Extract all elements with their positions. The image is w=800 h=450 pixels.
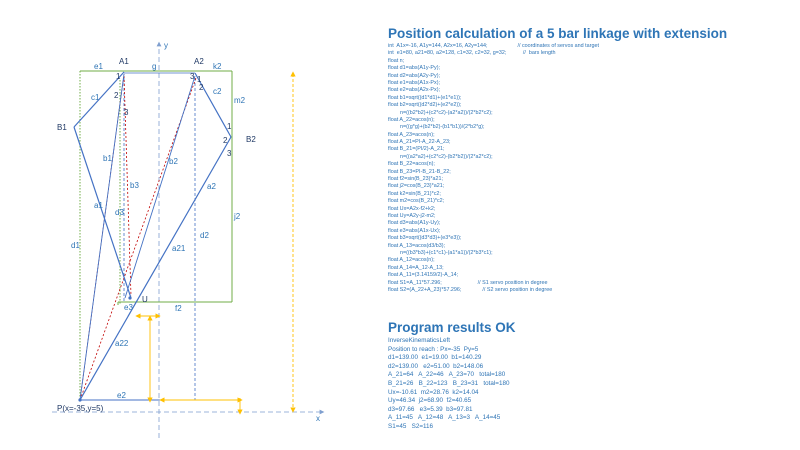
p-point-label: P(x=-35,y=5) [57, 404, 104, 413]
a2-link [80, 137, 231, 400]
b2-helper-line [80, 78, 196, 400]
code-line: float B_23=PI-B_21-B_22; [388, 168, 451, 175]
a22-label: a22 [115, 339, 129, 348]
b1-label: b1 [103, 154, 112, 163]
angle-a1-1: 1 [116, 72, 121, 81]
code-line: float b1=sqrt((d1*d1)+(e1*e1)); [388, 94, 462, 101]
p-point-dot [78, 398, 81, 401]
code-line: int A1x=-16, A1y=144, A2x=16, A2y=144; // coordinates of servos and target [388, 43, 599, 49]
code-line: float n; [388, 57, 405, 64]
code-line: n=((b2*b2)+(c2*c2)-(a2*a2))/(2*b2*c2); [388, 109, 493, 116]
code-line: float B_22=acos(n); [388, 161, 435, 168]
a2-label: a2 [207, 182, 216, 191]
code-line: float d1=abs(A1y-Py); [388, 65, 440, 72]
x-axis-label: x [316, 414, 320, 423]
results-listing [388, 337, 793, 432]
e2-label: e2 [117, 391, 126, 400]
linkage-diagram [0, 0, 370, 450]
b2-joint-label: B2 [246, 135, 256, 144]
code-line: float d2=abs(A2y-Py); [388, 72, 440, 79]
d1-label: d1 [71, 241, 80, 250]
f2-label: f2 [175, 304, 182, 313]
code-line: float e3=abs(A1x-Ux); [388, 227, 441, 234]
e3-label: e3 [124, 303, 133, 312]
a1-label: a1 [94, 201, 103, 210]
angle-a2-2: 2 [199, 83, 204, 92]
j2-label: j2 [234, 212, 241, 221]
b3-label: b3 [130, 181, 139, 190]
result-line: InverseKinematicsLeft [388, 337, 450, 344]
angle-b2-2: 2 [223, 136, 228, 145]
angle-a2-3: 3 [190, 72, 195, 81]
code-line: float A_21=PI-A_22-A_23; [388, 139, 451, 146]
u-point-label: U [142, 295, 148, 304]
code-line: float B_21=(PI/2)-A_21; [388, 146, 445, 153]
a1-joint-label: A1 [119, 57, 129, 66]
code-line: float A_14=A_12-A_13; [388, 264, 444, 271]
result-line: Uy=46.34 j2=68.90 f2=40.65 [388, 397, 472, 405]
code-line: float f2=sin(B_23)*a21; [388, 176, 443, 183]
a21-label: a21 [172, 244, 186, 253]
code-line: float e2=abs(A2x-Px); [388, 87, 440, 94]
code-line: float A_22=acos(n); [388, 116, 435, 123]
angle-b2-1: 1 [227, 122, 232, 131]
angle-a1-3: 3 [124, 108, 129, 117]
m2-label: m2 [234, 96, 246, 105]
angle-b2-3: 3 [227, 149, 232, 158]
code-line: int e1=80, a21=80, a2=128, c1=32, c2=32, g=32; // bars length [388, 50, 556, 57]
code-line: n=((a2*a2)+(c2*c2)-(b2*b2))/(2*a2*c2); [388, 153, 493, 160]
k2-label: k2 [213, 62, 222, 71]
code-line: float A_13=acos(d3/b3); [388, 242, 446, 249]
d2-label: d2 [200, 231, 209, 240]
result-line: A_21=64 A_22=46 A_23=70 total=180 [388, 371, 506, 379]
code-line: float S1=A_11*57.296; // S1 servo position in degree [388, 279, 548, 286]
c2-label: c2 [213, 87, 222, 96]
code-title: Position calculation of a 5 bar linkage with extension [388, 26, 728, 41]
code-line: float A_12=acos(n); [388, 257, 435, 264]
u-point-dot [128, 296, 131, 299]
angle-a1-2: 2 [114, 91, 119, 100]
g-label: g [152, 62, 157, 71]
results-title: Program results OK [388, 320, 516, 335]
result-line: d1=139.00 e1=19.00 b1=140.29 [388, 354, 482, 362]
code-line: n=((g*g)+(b2*b2)-(b1*b1))/(2*b2*g); [388, 124, 485, 131]
code-line: float Uy=A2y-j2-m2; [388, 212, 436, 219]
code-listing [388, 43, 793, 294]
code-line: float A_11=(3.14159/2)-A_14; [388, 272, 459, 279]
result-line: d2=139.00 e2=51.00 b2=148.06 [388, 362, 484, 370]
code-line: float b2=sqrt((d2*d2)+(e2*e2)); [388, 102, 462, 109]
a2-joint-label: A2 [194, 57, 204, 66]
c1-label: c1 [91, 93, 100, 102]
code-line: float m2=cos(B_21)*c2; [388, 198, 445, 205]
result-line: B_21=26 B_22=123 B_23=31 total=180 [388, 379, 510, 387]
result-line: A_11=45 A_12=48 A_13=3 A_14=45 [388, 414, 501, 422]
code-line: float b3=sqrt((d3*d3)+(e3*e3)); [388, 235, 462, 242]
code-panel [388, 26, 793, 294]
code-line: float Ux=A2x-f2+k2; [388, 205, 436, 212]
e1-label: e1 [94, 62, 103, 71]
result-line: Ux=-10.61 m2=28.76 k2=14.04 [388, 388, 479, 396]
result-line: Position to reach : Px=-35 Py=5 [388, 345, 479, 353]
code-line: float A_23=acos(n); [388, 131, 435, 138]
code-line: float d3=abs(A1y-Uy); [388, 220, 441, 227]
b2-label: b2 [169, 157, 178, 166]
b1-line [80, 74, 124, 400]
code-line: float j2=cos(B_23)*a21; [388, 183, 445, 190]
b1-joint-label: B1 [57, 123, 67, 132]
result-line: S1=45 S2=116 [388, 422, 434, 430]
code-line: float S2=(A_22+A_23)*57.296; // S2 servo position in degree [388, 286, 553, 293]
y-axis-label: y [164, 41, 168, 50]
code-line: float e1=abs(A1x-Px); [388, 79, 440, 86]
d3-label: d3 [115, 208, 124, 217]
results-panel [388, 320, 793, 432]
result-line: d3=97.66 e3=5.39 b3=97.81 [388, 405, 473, 413]
code-line: float k2=sin(B_21)*c2; [388, 190, 441, 197]
angle-a2-1: 1 [197, 75, 202, 84]
code-line: n=((b3*b3)+(c1*c1)-(a1*a1))/(2*b3*c1); [388, 249, 493, 256]
